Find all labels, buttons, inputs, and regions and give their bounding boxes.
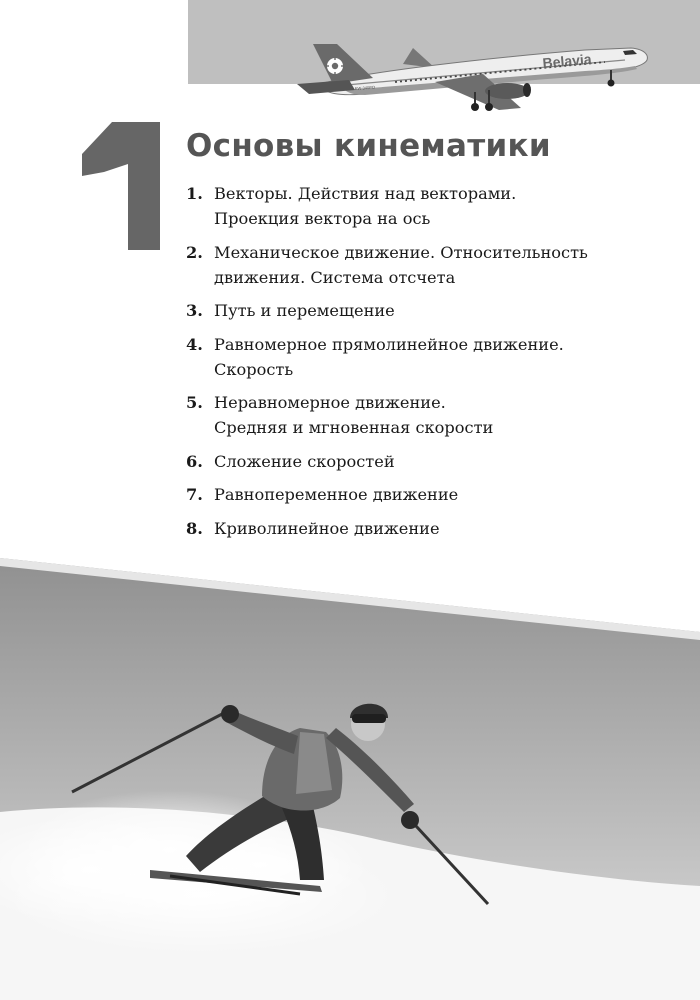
toc-item-number: 4. <box>186 334 203 354</box>
toc-item-text: Векторы. Действия над векторами. <box>214 184 517 203</box>
toc-item-text: Равнопеременное движение <box>214 485 459 504</box>
svg-text:1: 1 <box>82 110 83 111</box>
toc-item-text: Криволинейное движение <box>214 518 440 538</box>
skier-photo <box>0 550 700 1000</box>
toc-item[interactable] <box>186 181 666 231</box>
toc-item-number: 3. <box>186 301 203 320</box>
toc-item[interactable] <box>186 332 666 382</box>
toc-item-text: Скорость <box>214 359 294 379</box>
toc-item-text: Сложение скоростей <box>214 451 395 471</box>
toc-item[interactable] <box>186 482 666 507</box>
airplane-registration-text: EW-340PO <box>354 84 376 91</box>
airplane-image <box>285 38 655 122</box>
toc-item-text: движения. Система отсчета <box>214 267 456 287</box>
toc-item-number: 2. <box>186 242 203 262</box>
toc-item-number: 8. <box>186 518 203 538</box>
toc-item[interactable] <box>186 240 666 290</box>
toc-item-text: Средняя и мгновенная скорости <box>214 418 494 437</box>
toc-item-text: Механическое движение. Относительность <box>214 242 588 262</box>
toc-item-text: Проекция вектора на ось <box>214 209 431 228</box>
table-of-contents <box>186 181 666 549</box>
toc-item-number: 7. <box>186 485 203 504</box>
chapter-number <box>82 110 164 252</box>
toc-item[interactable] <box>186 390 666 440</box>
toc-item[interactable] <box>186 298 666 323</box>
toc-item-text: Равномерное прямолинейное движение. <box>214 334 564 354</box>
toc-item-number: 1. <box>186 184 203 203</box>
chapter-title: Основы кинематики <box>186 128 551 164</box>
toc-item-number: 6. <box>186 451 203 471</box>
airplane-livery-text: Belavia <box>541 50 593 71</box>
toc-item-text: Путь и перемещение <box>214 301 395 320</box>
toc-item[interactable] <box>186 449 666 474</box>
toc-item[interactable] <box>186 516 666 541</box>
toc-item-number: 5. <box>186 393 203 412</box>
toc-item-text: Неравномерное движение. <box>214 393 446 412</box>
